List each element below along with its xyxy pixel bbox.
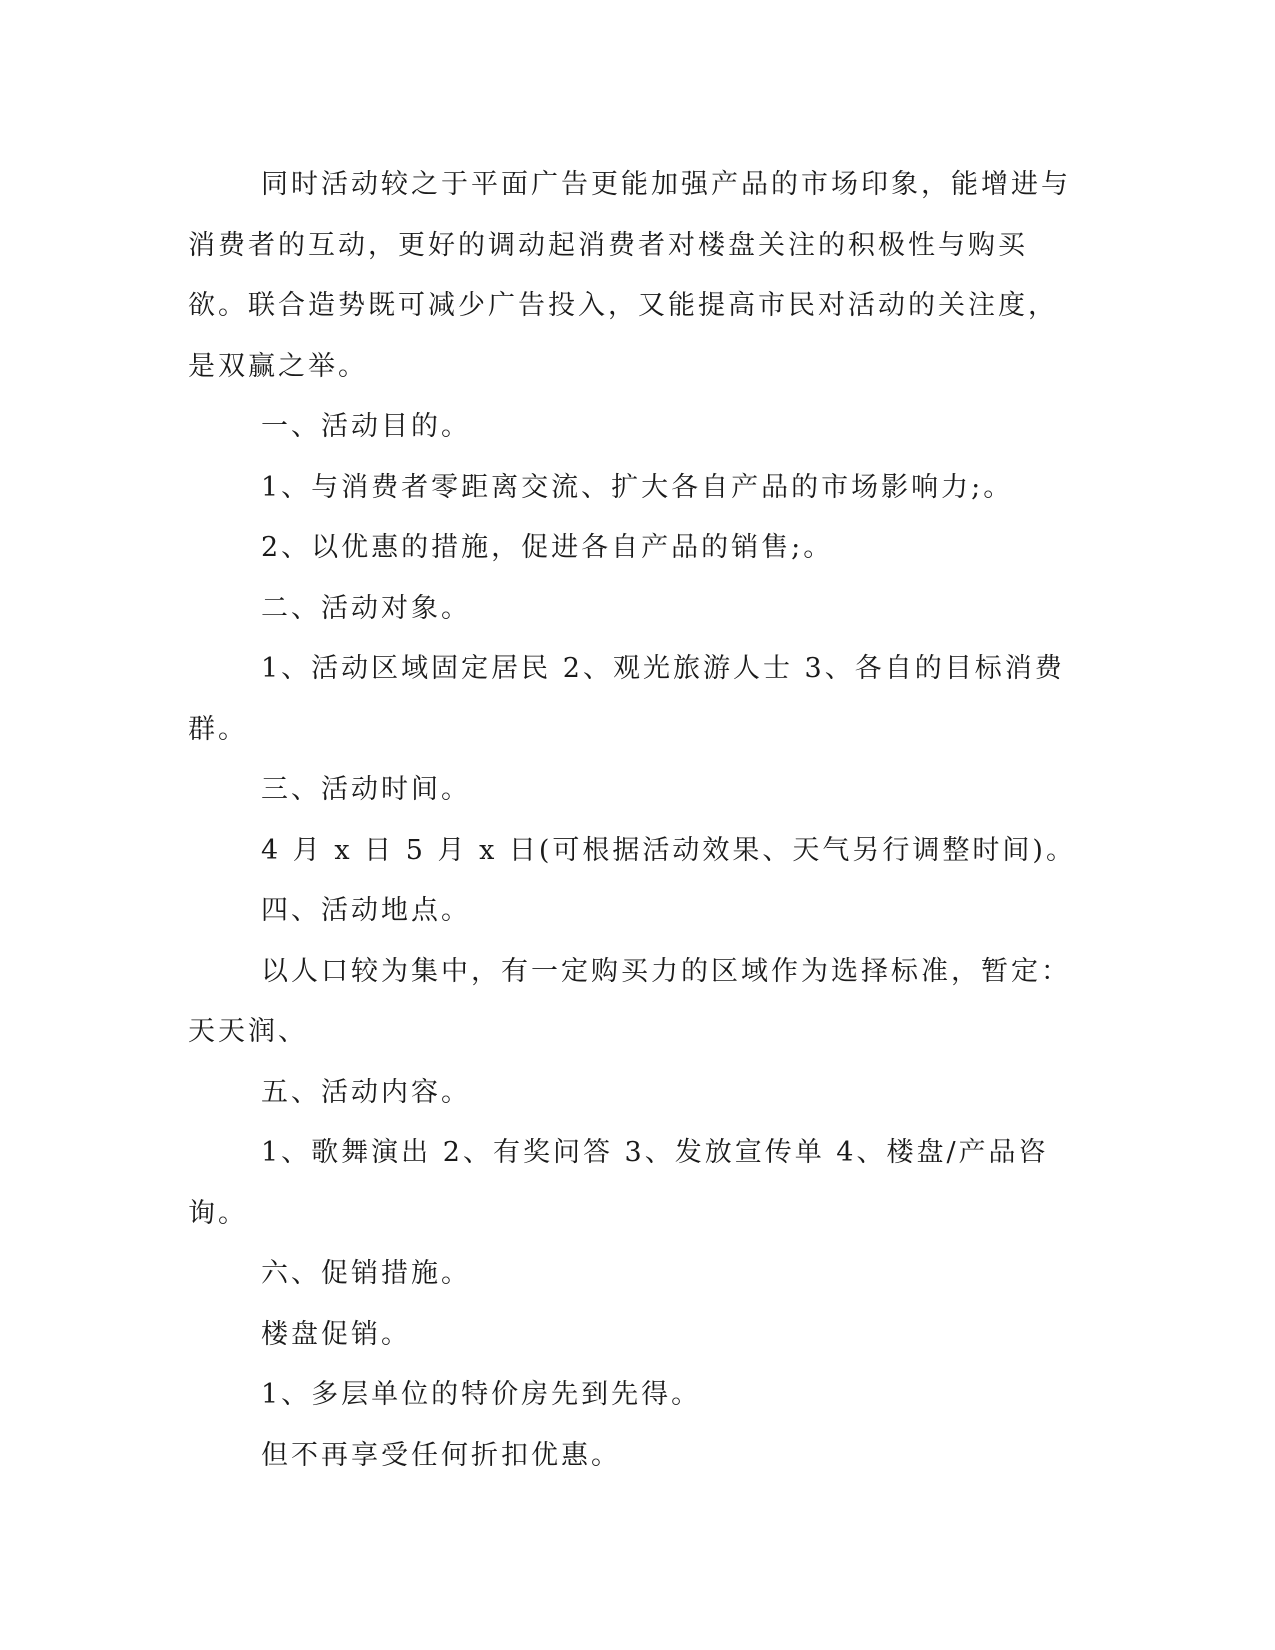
section-heading-audience: 二、活动对象。 [261,592,471,624]
list-item: 1、活动区域固定居民 2、观光旅游人士 3、各自的目标消费群。 [188,653,1065,745]
body-paragraph: 但不再享受任何折扣优惠。 [261,1439,621,1471]
list-item: 2、以优惠的措施，促进各自产品的销售;。 [261,532,834,563]
body-paragraph: 4 月 x 日 5 月 x 日(可根据活动效果、天气另行调整时间)。 [261,834,1076,866]
section-heading-time: 三、活动时间。 [261,774,471,805]
document-body [188,155,1078,1486]
list-item: 1、歌舞演出 2、有奖问答 3、发放宣传单 4、楼盘/产品咨询。 [188,1137,1049,1229]
section-heading-content: 五、活动内容。 [261,1076,471,1108]
section-heading-location: 四、活动地点。 [261,895,471,926]
body-paragraph: 同时活动较之于平面广告更能加强产品的市场印象，能增进与消费者的互动，更好的调动起消费者对楼盘关注的积极性与购买欲。联合造势既可减少广告投入，又能提高市民对活动的关注度，是双赢之举。 [188,169,1071,382]
list-item: 1、多层单位的特价房先到先得。 [261,1379,702,1410]
list-item: 1、与消费者零距离交流、扩大各自产品的市场影响力;。 [261,471,1014,503]
subheading: 楼盘促销。 [261,1318,411,1350]
body-paragraph: 以人口较为集中，有一定购买力的区域作为选择标准，暂定：天天润、 [188,955,1071,1047]
section-heading-purpose: 一、活动目的。 [261,411,471,442]
section-heading-promotion: 六、促销措施。 [261,1258,471,1289]
